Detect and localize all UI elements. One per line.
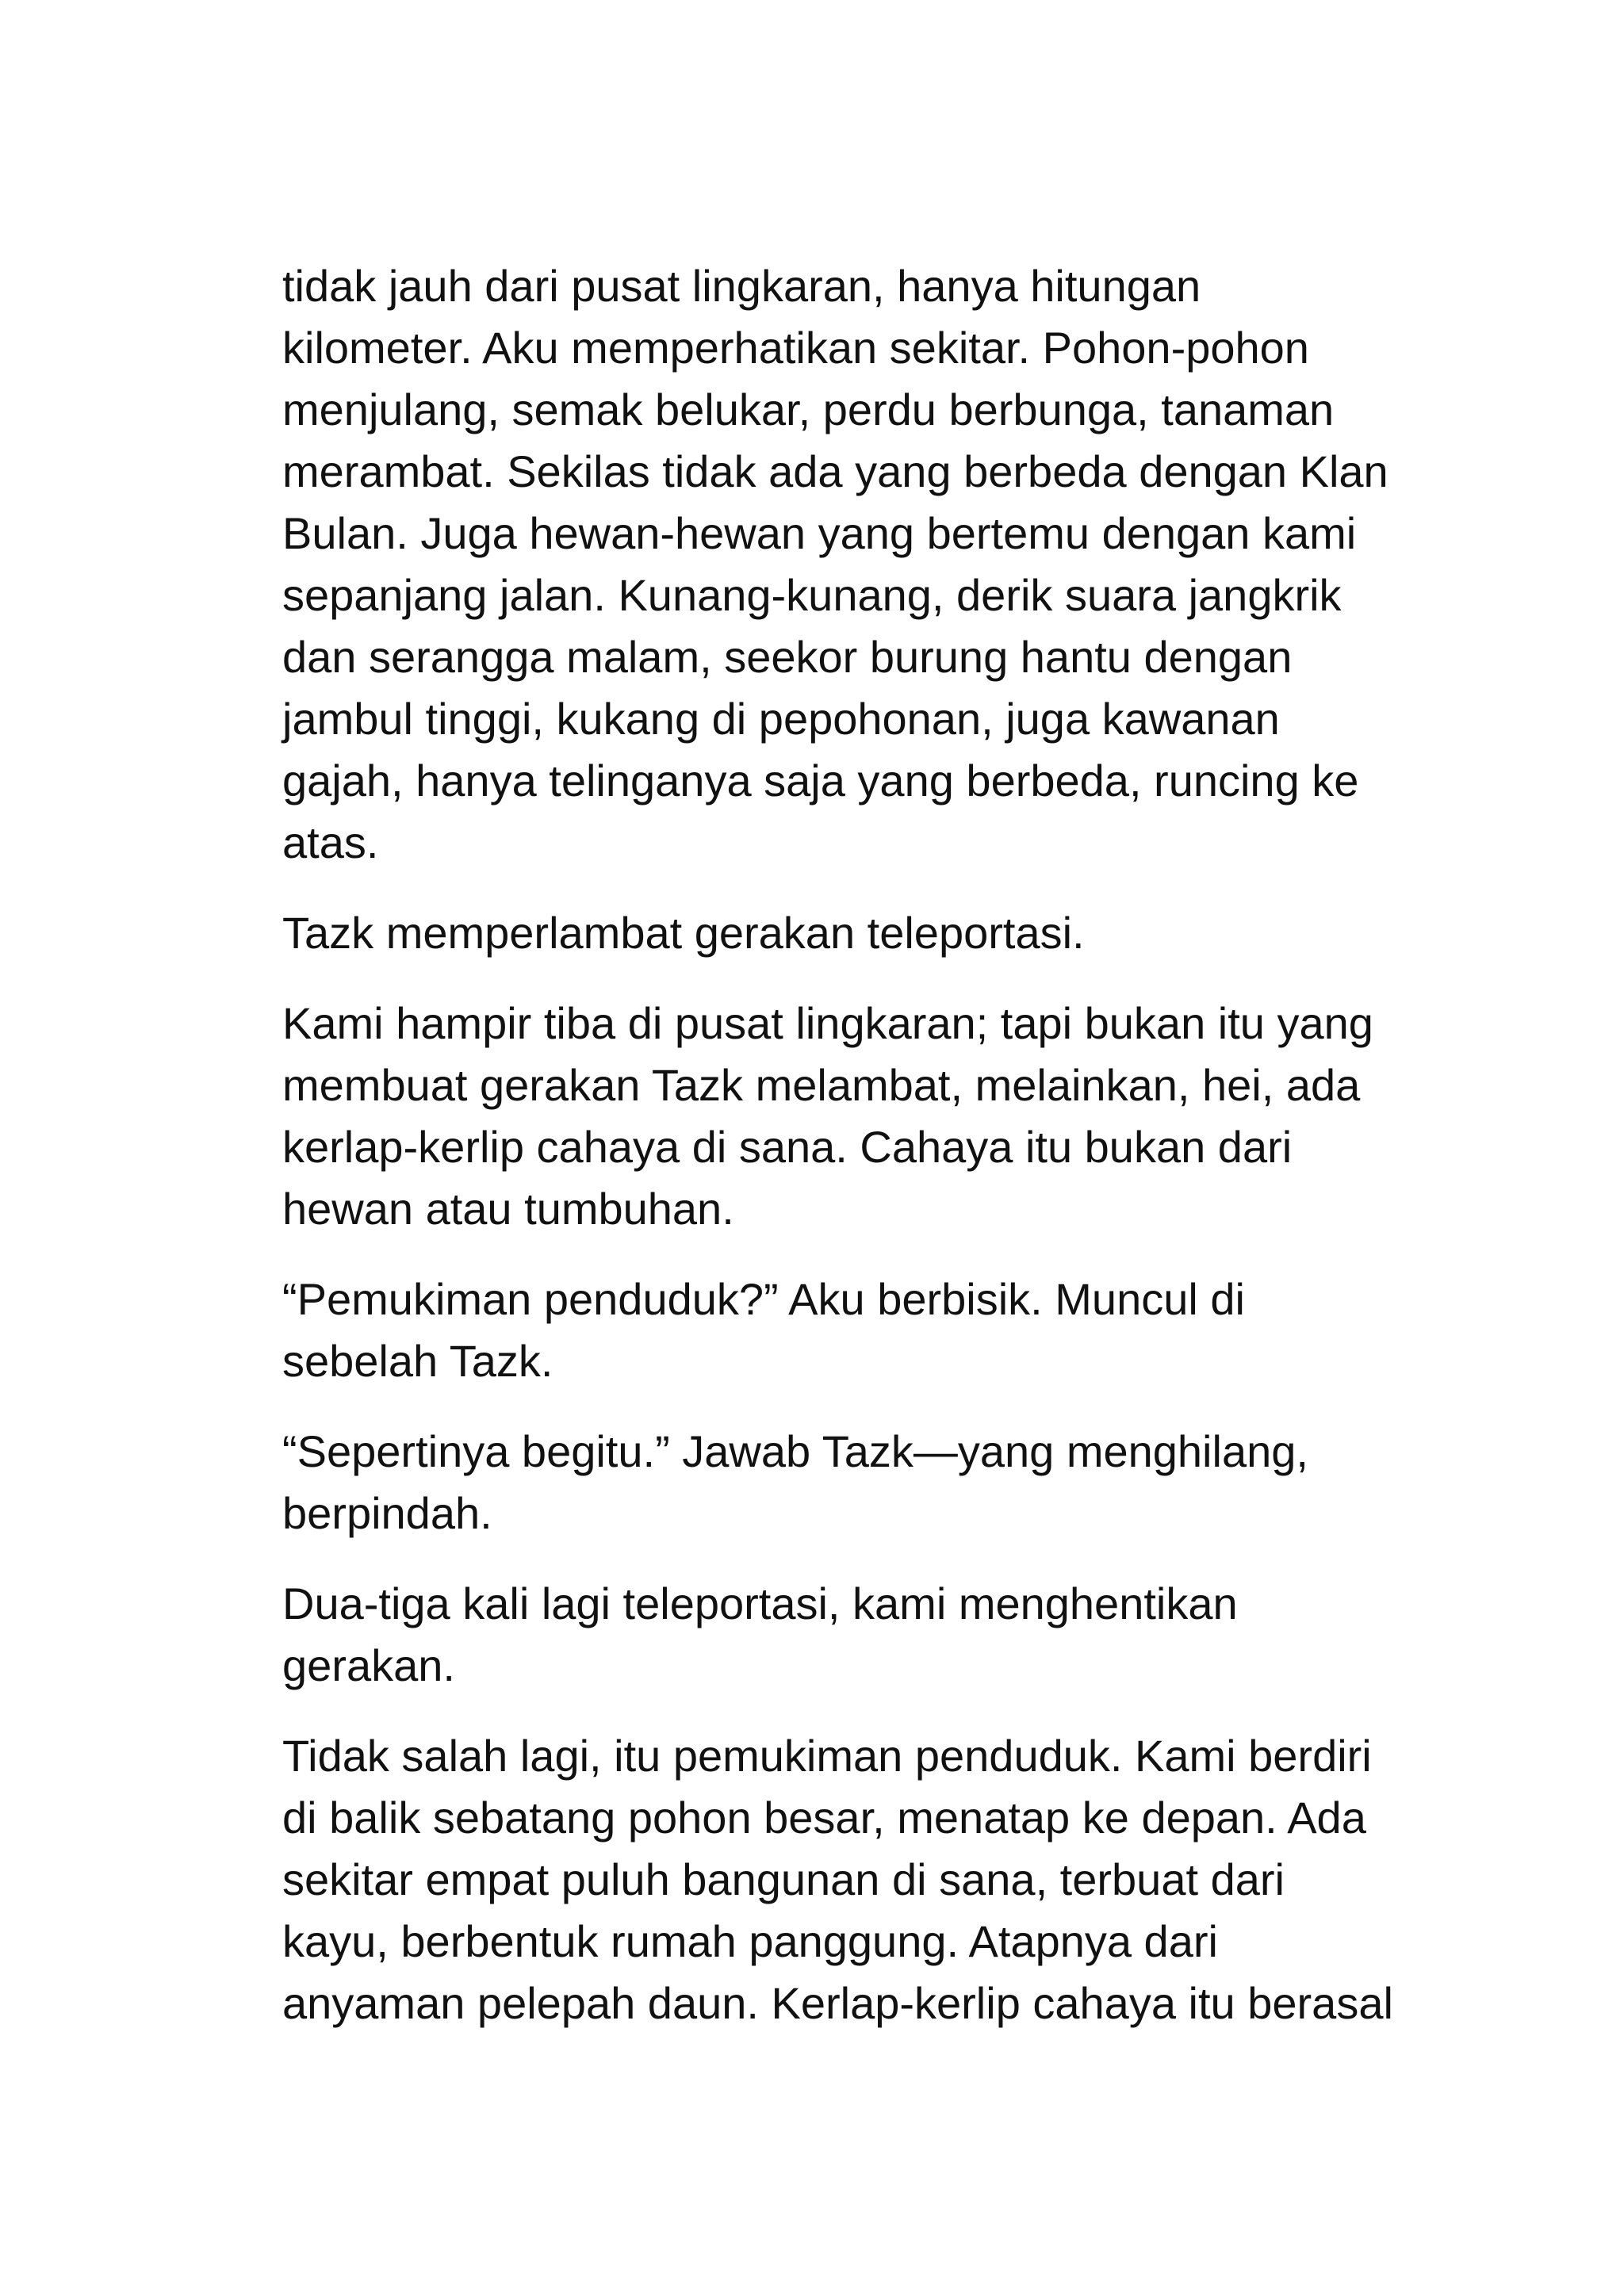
text-line: kayu, berbentuk rumah panggung. Atapnya dari [282, 1916, 1218, 1966]
text-line: menjulang, semak belukar, perdu berbunga, tanaman [282, 385, 1335, 434]
text-line: jambul tinggi, kukang di pepohonan, juga kawanan [282, 694, 1280, 744]
text-line: sekitar empat puluh bangunan di sana, terbuat dari [282, 1854, 1285, 1904]
text-line: hewan atau tumbuhan. [282, 1184, 734, 1234]
text-line: gajah, hanya telinganya saja yang berbeda, runcing ke [282, 756, 1359, 806]
text-line: anyaman pelepah daun. Kerlap-kerlip cahaya itu berasal [282, 1978, 1393, 2028]
paragraph [282, 1421, 1408, 1544]
text-line: dan serangga malam, seekor burung hantu dengan [282, 632, 1293, 682]
paragraph [282, 255, 1408, 874]
text-line: kerlap-kerlip cahaya di sana. Cahaya itu bukan dari [282, 1122, 1293, 1172]
text-line: sepanjang jalan. Kunang-kunang, derik suara jangkrik [282, 570, 1342, 620]
body-text [282, 255, 1408, 2063]
text-line: “Sepertinya begitu.” Jawab Tazk—yang menghilang, [282, 1426, 1308, 1476]
text-line: merambat. Sekilas tidak ada yang berbeda dengan Klan [282, 446, 1388, 496]
text-line: sebelah Tazk. [282, 1336, 553, 1386]
paragraph [282, 1269, 1408, 1392]
paragraph [282, 1573, 1408, 1697]
text-line: Kami hampir tiba di pusat lingkaran; tapi bukan itu yang [282, 998, 1373, 1048]
paragraph [282, 993, 1408, 1240]
text-line: kilometer. Aku memperhatikan sekitar. Pohon-pohon [282, 323, 1309, 373]
text-line: “Pemukiman penduduk?” Aku berbisik. Muncul di [282, 1274, 1245, 1324]
text-line: di balik sebatang pohon besar, menatap ke depan. Ada [282, 1793, 1366, 1843]
paragraph [282, 1725, 1408, 2034]
text-line: tidak jauh dari pusat lingkaran, hanya hitungan [282, 261, 1201, 311]
paragraph [282, 902, 1408, 964]
text-line: Tazk memperlambat gerakan teleportasi. [282, 908, 1085, 958]
text-line: membuat gerakan Tazk melambat, melainkan, hei, ada [282, 1060, 1361, 1110]
text-line: Bulan. Juga hewan-hewan yang bertemu dengan kami [282, 508, 1357, 558]
text-line: Tidak salah lagi, itu pemukiman penduduk. Kami berdiri [282, 1731, 1372, 1781]
text-line: Dua-tiga kali lagi teleportasi, kami menghentikan [282, 1578, 1238, 1628]
text-line: gerakan. [282, 1640, 455, 1690]
text-line: atas. [282, 817, 379, 867]
text-line: berpindah. [282, 1488, 492, 1538]
